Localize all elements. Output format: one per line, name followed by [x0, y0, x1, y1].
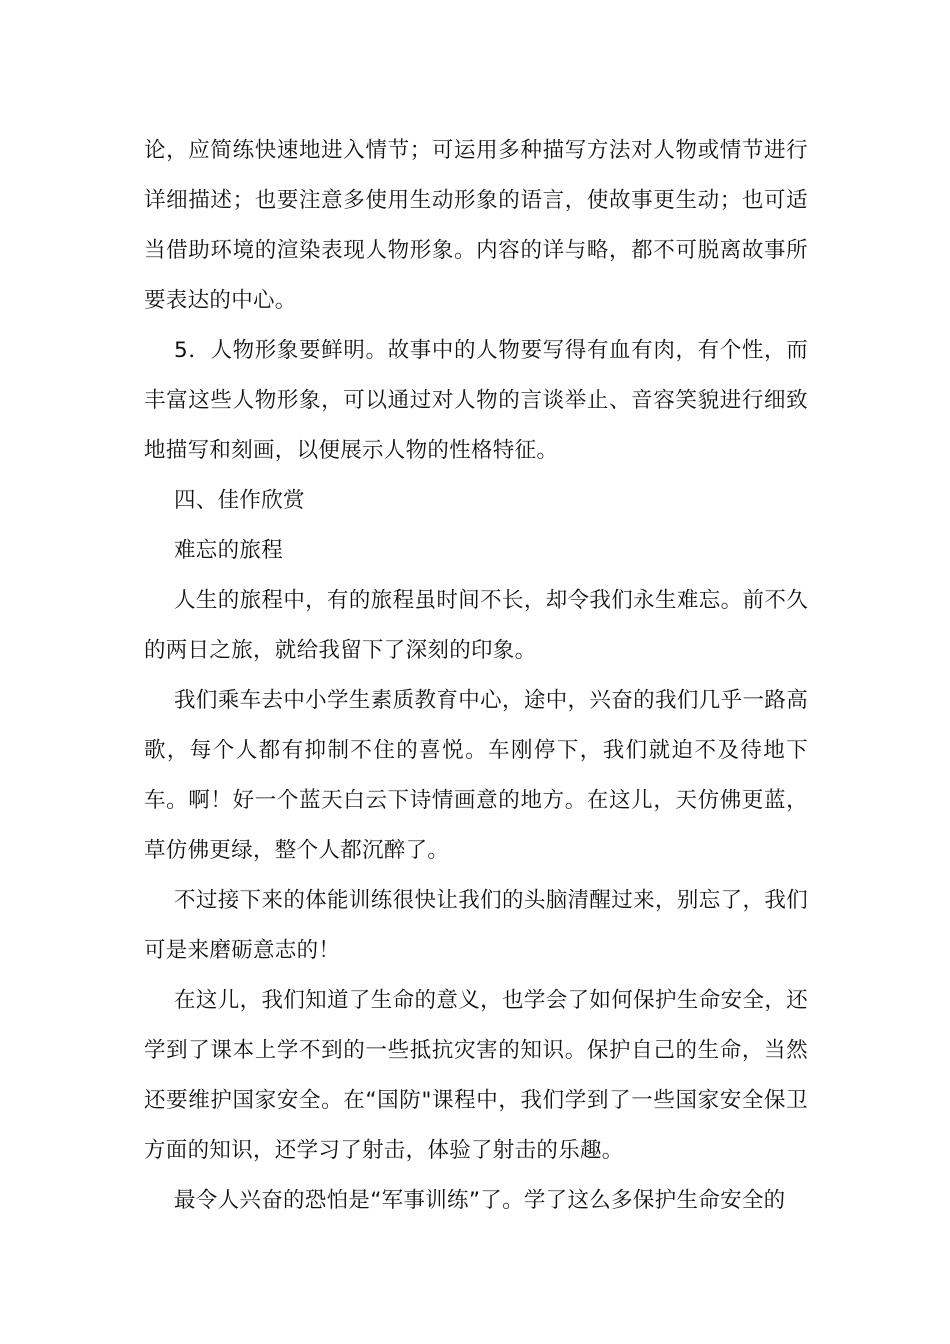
essay-paragraph-1: 人生的旅程中，有的旅程虽时间不长，却令我们永生难忘。前不久的两日之旅，就给我留下了深刻的印象。: [144, 588, 808, 663]
essay-title: 难忘的旅程: [174, 538, 284, 563]
essay-paragraph-2: 我们乘车去中小学生素质教育中心，途中，兴奋的我们几乎一路高歌，每个人都有抑制不住的喜悦。车刚停下，我们就迫不及待地下车。啊！好一个蓝天白云下诗情画意的地方。在这儿，天仿佛更蓝，草仿佛更绿，整个人都沉醉了。: [144, 688, 808, 863]
document-body: [144, 126, 808, 1226]
paragraph-character-image: 5．人物形象要鲜明。故事中的人物要写得有血有肉，有个性，而丰富这些人物形象，可以通过对人物的言谈举止、音容笑貌进行细致地描写和刻画，以便展示人物的性格特征。: [144, 338, 808, 463]
essay-paragraph-3: 不过接下来的体能训练很快让我们的头脑清醒过来，别忘了，我们可是来磨砺意志的！: [144, 888, 808, 963]
section-heading: 四、佳作欣赏: [174, 488, 305, 513]
paragraph-continuation: 论，应简练快速地进入情节；可运用多种描写方法对人物或情节进行详细描述；也要注意多使用生动形象的语言，使故事更生动；也可适当借助环境的渲染表现人物形象。内容的详与略，都不可脱离故事所要表达的中心。: [144, 138, 808, 313]
essay-paragraph-5: 最令人兴奋的恐怕是“军事训练”了。学了这么多保护生命安全的: [174, 1188, 786, 1213]
essay-paragraph-4: 在这儿，我们知道了生命的意义，也学会了如何保护生命安全，还学到了课本上学不到的一些抵抗灾害的知识。保护自己的生命，当然还要维护国家安全。在“国防"课程中，我们学到了一些国家安全保卫方面的知识，还学习了射击，体验了射击的乐趣。: [144, 988, 808, 1163]
